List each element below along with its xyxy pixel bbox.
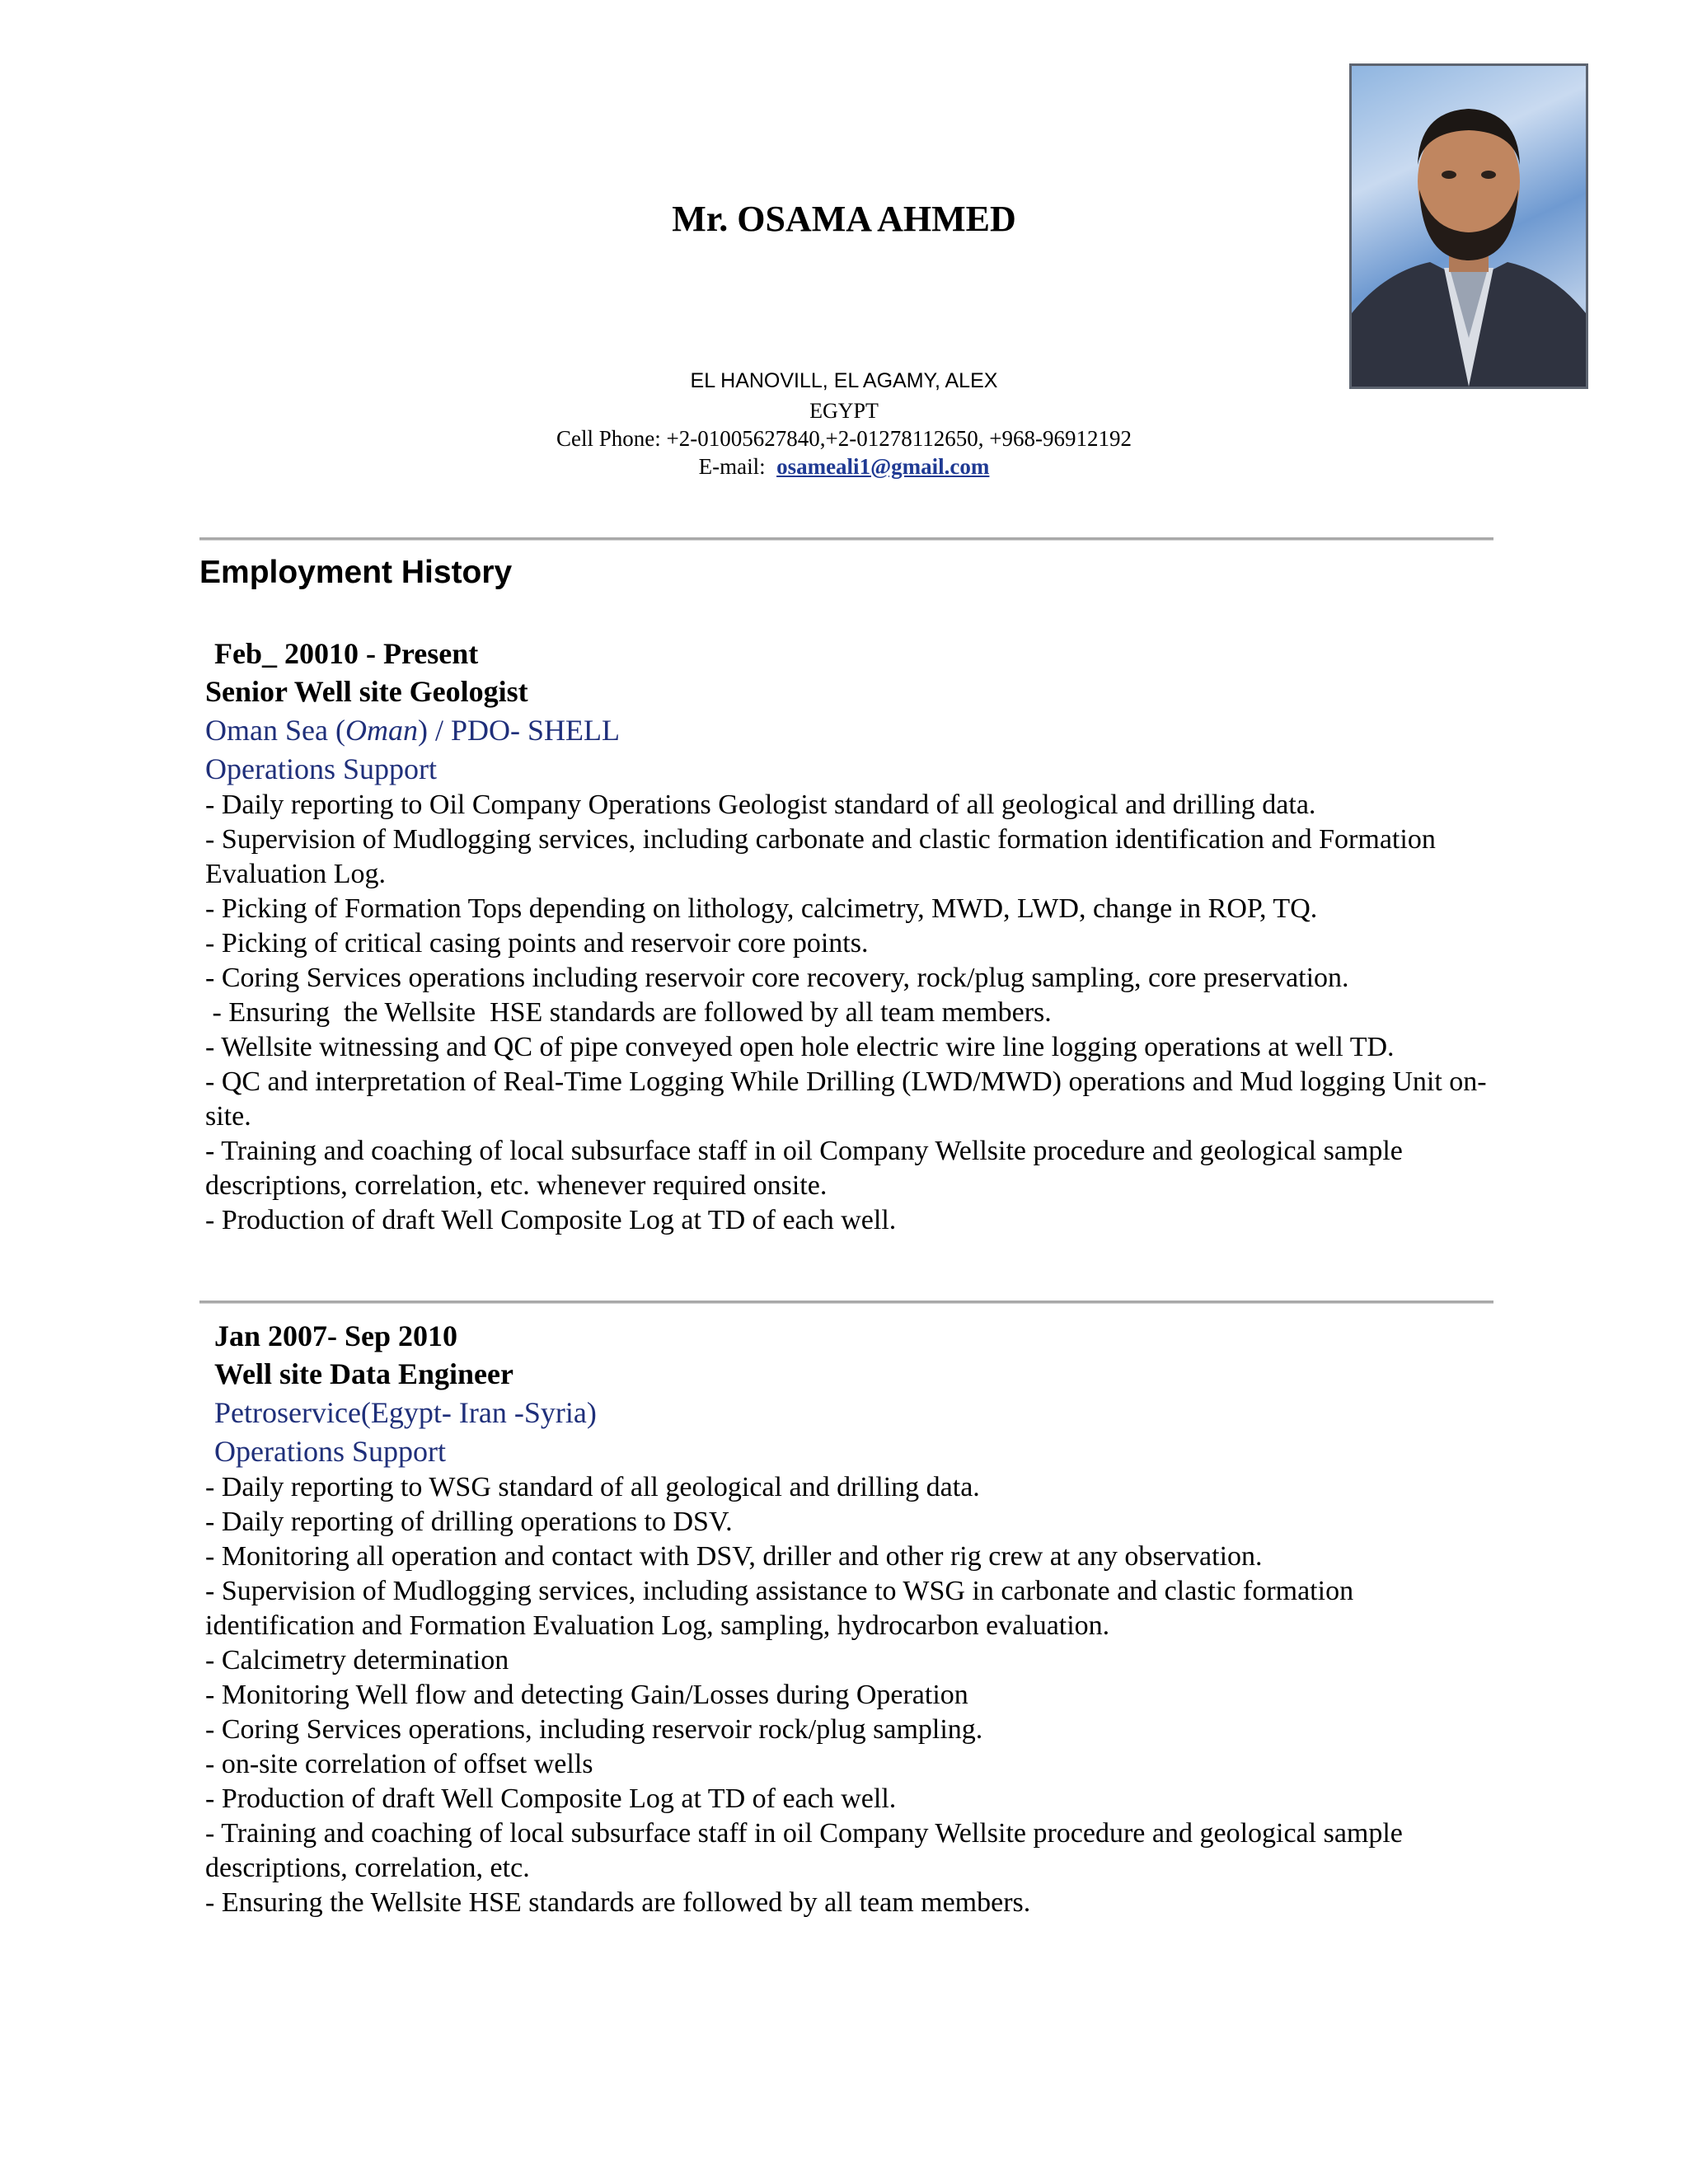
address-line-1: EL HANOVILL, EL AGAMY, ALEX [690, 369, 998, 392]
phone-numbers: Cell Phone: +2-01005627840,+2-01278112650, +968-96912192 [556, 426, 1132, 451]
job-entry-1 [205, 635, 1491, 1238]
list-item: - Ensuring the Wellsite HSE standards are followed by all team members. [205, 1887, 1031, 1918]
list-item: - Production of draft Well Composite Log at TD of each well. [205, 1783, 897, 1814]
list-item: - on-site correlation of offset wells [205, 1749, 593, 1779]
job-entry-2 [205, 1317, 1491, 1920]
job-company: Oman Sea (Oman) / PDO- SHELL [205, 714, 620, 747]
list-item: - Coring Services operations including reservoir core recovery, rock/plug sampling, core preservation. [205, 963, 1349, 993]
address-line-2: EGYPT [809, 399, 879, 423]
list-item: - Supervision of Mudlogging services, including carbonate and clastic formation identification and Formation Evaluation Log. [205, 824, 1436, 889]
job-department: Operations Support [205, 752, 437, 785]
list-item: - Ensuring the Wellsite HSE standards are followed by all team members. [205, 997, 1052, 1028]
list-item: - Training and coaching of local subsurface staff in oil Company Wellsite procedure and geological sample descriptions, correlation, etc. [205, 1818, 1403, 1883]
divider [199, 1301, 1493, 1303]
job-title: Senior Well site Geologist [205, 675, 528, 708]
divider [199, 537, 1493, 540]
list-item: - Monitoring all operation and contact with DSV, driller and other rig crew at any observation. [205, 1541, 1263, 1572]
list-item: - Training and coaching of local subsurface staff in oil Company Wellsite procedure and geological sample descriptions, correlation, etc. whenever required onsite. [205, 1136, 1403, 1201]
list-item: - Picking of Formation Tops depending on lithology, calcimetry, MWD, LWD, change in ROP, TQ. [205, 893, 1318, 924]
job-department: Operations Support [214, 1435, 446, 1468]
section-title-employment: Employment History [199, 555, 513, 590]
list-item: - Daily reporting of drilling operations to DSV. [205, 1507, 733, 1537]
list-item: - Picking of critical casing points and reservoir core points. [205, 928, 869, 958]
email-line [0, 454, 1688, 480]
list-item: - Coring Services operations, including reservoir rock/plug sampling. [205, 1714, 983, 1745]
job-dates: Feb_ 20010 - Present [214, 637, 479, 670]
list-item: - Daily reporting to Oil Company Operations Geologist standard of all geological and drilling data. [205, 790, 1316, 820]
list-item: - Production of draft Well Composite Log at TD of each well. [205, 1205, 897, 1235]
job-company: Petroservice(Egypt- Iran -Syria) [214, 1396, 597, 1429]
list-item: - Daily reporting to WSG standard of all geological and drilling data. [205, 1472, 980, 1502]
email-label: E-mail: [698, 454, 766, 479]
list-item: - Wellsite witnessing and QC of pipe conveyed open hole electric wire line logging operations at well TD. [205, 1032, 1395, 1062]
duty-list [205, 1470, 1491, 1920]
list-item: - Supervision of Mudlogging services, including assistance to WSG in carbonate and clastic formation identification and Formation Evaluation Log, sampling, hydrocarbon evaluation. [205, 1576, 1354, 1641]
list-item: - Calcimetry determination [205, 1645, 509, 1675]
candidate-name: Mr. OSAMA AHMED [672, 199, 1016, 239]
duty-list [205, 788, 1491, 1238]
job-dates: Jan 2007- Sep 2010 [214, 1319, 458, 1352]
list-item: - Monitoring Well flow and detecting Gain/Losses during Operation [205, 1680, 968, 1710]
email-link[interactable]: osameali1@gmail.com [776, 454, 990, 479]
list-item: - QC and interpretation of Real-Time Logging While Drilling (LWD/MWD) operations and Mud logging Unit on-site. [205, 1066, 1487, 1132]
job-title: Well site Data Engineer [214, 1357, 513, 1390]
